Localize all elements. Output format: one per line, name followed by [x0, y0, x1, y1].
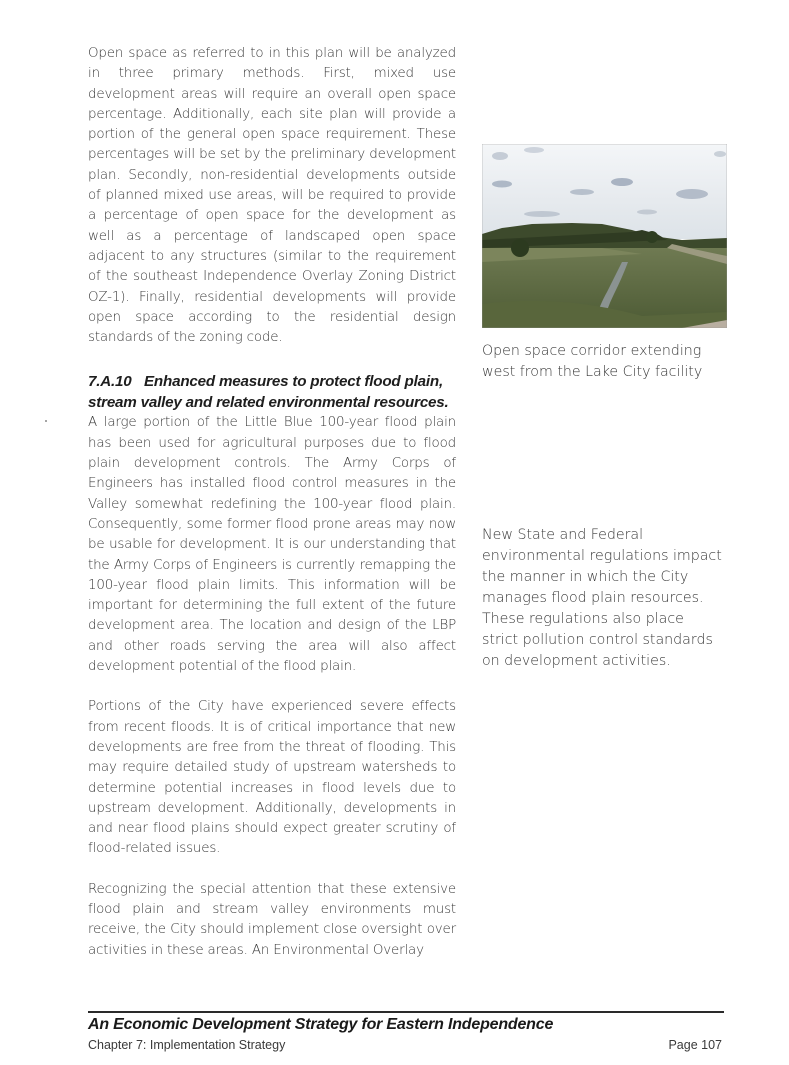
paragraph-open-space: Open space as referred to in this plan will be analyzed in three primary methods. First, mixed use development areas will require an overall open space percentage. Additionally, each site plan will provide a portion of the general open space requirement. These percentages will be set by the preliminary development plan. Secondly, non-residential developments outside of planned mixed use areas, will be required to provide a percentage of open space for the development as well as a percentage of landscaped open space adjacent to any structures (similar to the requirement of the southeast Independence Overlay Zoning District OZ-1). Finally, residential developments will provide open space according to the residential design standards of the zoning code. [88, 46, 456, 346]
photo-cloud [570, 189, 594, 195]
paragraph-flood-plain: A large portion of the Little Blue 100-year flood plain has been used for agricultural purposes due to flood plain development controls. The Army Corps of Engineers has installed flood control measures in the Valley somewhat redefining the 100-year flood plain. Consequently, some former flood prone areas may now be usable for development. It is our understanding that the Army Corps of Engineers is currently remapping the 100-year flood plain limits. This information will be important for determining the full extent of the future development area. The location and design of the LBP and other roads serving the area will also affect development potential of the flood plain. [88, 415, 456, 675]
page-number: Page 107 [668, 1038, 722, 1052]
photo-cloud [524, 147, 544, 153]
photo-cloud [492, 152, 508, 160]
photo-cloud [524, 211, 560, 217]
section-number: 7.A.10 [88, 373, 132, 391]
footer-document-title: An Economic Development Strategy for Eastern Independence [88, 1016, 554, 1033]
regulations-sidebar-note: New State and Federal environmental regulations impact the manner in which the City manages flood plain resources. These regulations also place strict pollution control standards on development activities. [482, 527, 722, 669]
open-space-corridor-photo [482, 144, 727, 328]
paragraph-recent-floods: Portions of the City have experienced severe effects from recent floods. It is of critical importance that new developments are free from the threat of flooding. This may require detailed study of upstream watersheds to determine potential increases in flood levels due to upstream development. Additionally, developments in and near flood plains should expect greater scrutiny of flood-related issues. [88, 699, 456, 857]
footer-chapter: Chapter 7: Implementation Strategy [88, 1038, 286, 1052]
photo-cloud [611, 178, 633, 186]
footer-divider [88, 1011, 724, 1013]
photo-cloud [637, 210, 657, 215]
section-heading [88, 372, 456, 413]
photo-tree [511, 239, 529, 257]
photo-tree [646, 231, 658, 243]
photo-caption: Open space corridor extending west from the Lake City facility [482, 343, 703, 380]
section-title: Enhanced measures to protect flood plain, stream valley and related environmental resources. [88, 373, 449, 411]
main-text-column [88, 44, 456, 961]
photo-cloud [714, 151, 726, 157]
photo-cloud [676, 189, 708, 199]
paragraph-recognizing: Recognizing the special attention that these extensive flood plain and stream valley environments must receive, the City should implement close oversight over activities in these areas. An Environmental Overlay [88, 881, 456, 958]
photo-cloud [492, 181, 512, 188]
margin-mark [45, 420, 47, 422]
